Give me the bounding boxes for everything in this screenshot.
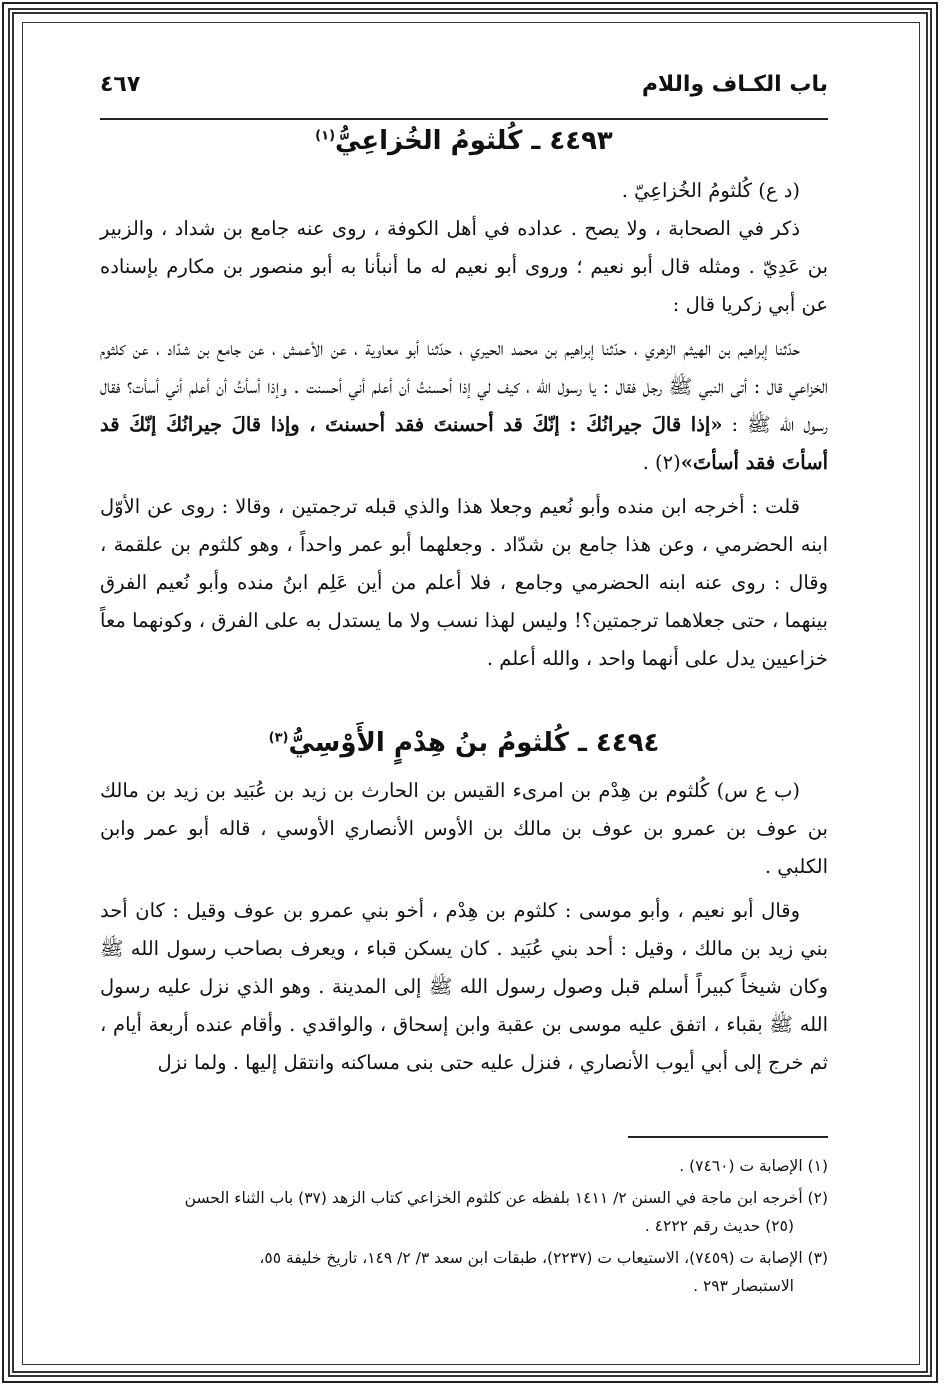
hadith-text: «إذا قالَ جيرانُكَ : إنّكَ قد أحسنتَ فقد أحسنتَ ، وإذا قالَ جيرانُكَ إنّكَ قد أسأتَ فقد أسأتَ» xyxy=(100,413,828,474)
footnote-text: (١) الإصابة ت (٧٤٦٠) . xyxy=(679,1157,828,1175)
entry-title-text: ٤٤٩٤ ـ كُلثومُ بنُ هِدْمٍ الأَوْسِيُّ xyxy=(288,728,660,758)
footnote-continuation: (٢٥) حديث رقم ٤٢٢٢ . xyxy=(644,1217,794,1235)
page-header xyxy=(100,72,828,108)
entry-paragraph-hadith-chain xyxy=(100,330,828,482)
book-page xyxy=(100,60,828,1330)
header-rule xyxy=(100,118,828,120)
entry-title xyxy=(100,126,828,156)
entry-paragraph: (ب ع س) كُلثوم بن هِدْم بن امرىء القيس بن الحارث بن زيد بن عُبَيد بن زيد بن مالك بن عوف بن عمرو بن عوف بن مالك بن الأوس الأنصاري الأوسي ، قاله أبو عمر وابن الكلبي . xyxy=(100,779,828,878)
footnote-continuation: الاستبصار ٢٩٣ . xyxy=(693,1277,794,1295)
footnote-ref: (١) xyxy=(315,128,336,144)
footnote-1 xyxy=(100,1152,828,1180)
footnote-ref: (٣) xyxy=(268,730,289,746)
entry-title xyxy=(100,728,828,758)
chapter-title: باب الكـاف واللام xyxy=(641,72,828,97)
page-number: ٤٦٧ xyxy=(100,72,141,97)
footnote-rule xyxy=(628,1136,828,1138)
footnote-text: (٣) الإصابة ت (٧٤٥٩)، الاستيعاب ت (٢٢٣٧)، طبقات ابن سعد ٣/ ٢/ ١٤٩، تاريخ خليفة ٥٥، xyxy=(259,1249,828,1267)
entry-4494-body xyxy=(100,772,828,1082)
footnote-2 xyxy=(100,1184,828,1240)
footnote-text: (٢) أخرجه ابن ماجة في السنن ٢/ ١٤١١ بلفظه عن كلثوم الخزاعي كتاب الزهد (٣٧) باب الثناء الحسن xyxy=(184,1189,828,1207)
entry-4493-body xyxy=(100,172,828,678)
footnote-3 xyxy=(100,1244,828,1300)
entry-paragraph: وقال أبو نعيم ، وأبو موسى : كلثوم بن هِدْم ، أخو بني عمرو بن عوف وقيل : كان أحد بني زيد بن مالك ، وقيل : أحد بني عُبَيد . كان يسكن قباء ، ويعرف بصاحب رسول الله ﷺ وكان شيخاً كبيراً أسلم قبل وصول رسول الله ﷺ إلى المدينة . وهو الذي نزل عليه رسول الله ﷺ بقباء ، اتفق عليه موسى بن عقبة وابن إسحاق ، والواقدي . وأقام عنده أربعة أيام ، ثم خرج إلى أبي أيوب الأنصاري ، فنزل عليه حتى بنى مساكنه وانتقل إليها . ولما نزل xyxy=(100,899,828,1074)
entry-4494 xyxy=(100,728,828,758)
footnote-ref: (٢) . xyxy=(642,451,681,474)
entry-4493 xyxy=(100,126,828,156)
footnotes xyxy=(100,1152,828,1300)
isnad-text: حدّثنا إبراهيم بن الهيثم الزهري ، حدّثنا إبراهيم بن محمد الحيري ، حدّثنا أبو معاوية ، عن الأعمش ، عن جامع بن شدّاد ، عن كلثوم الخزاعي قال : أتى النبي ﷺ رجل فقال : يا رسول الله ، كيف لي إذا أحسنتُ أن أعلم أني أحسنت . وإذا أسأتُ أن أعلم أني أسأت؟ فقال رسول الله ﷺ : xyxy=(100,337,828,436)
entry-paragraph: ذكر في الصحابة ، ولا يصح . عداده في أهل الكوفة ، روى عنه جامع بن شداد ، والزبير بن عَدِيّ . ومثله قال أبو نعيم ؛ وروى أبو نعيم له ما أنبأنا به أبو منصور بن مكارم بإسناده عن أبي زكريا قال : xyxy=(100,217,828,316)
entry-paragraph-comment: قلت : أخرجه ابن منده وأبو نُعيم وجعلا هذا والذي قبله ترجمتين ، وقالا : روى عن الأوّل ابنه الحضرمي ، وعن هذا جامع بن شدّاد . وجعلهما أبو عمر واحداً ، وهو كلثوم بن علقمة ، وقال : روى عنه ابنه الحضرمي وجامع ، فلا أعلم من أين عَلِم ابنُ منده وأبو نُعيم الفرق بينهما ، حتى جعلاهما ترجمتين؟! وليس لهذا نسب ولا ما يستدل به على الفرق ، وكونهما معاً خزاعيين يدل على أنهما واحد ، والله أعلم . xyxy=(100,495,828,670)
entry-title-text: ٤٤٩٣ ـ كُلثومُ الخُزاعِيُّ xyxy=(335,126,613,156)
entry-sources-line: (د ع) كُلثومُ الخُزاعِيّ . xyxy=(621,179,800,202)
